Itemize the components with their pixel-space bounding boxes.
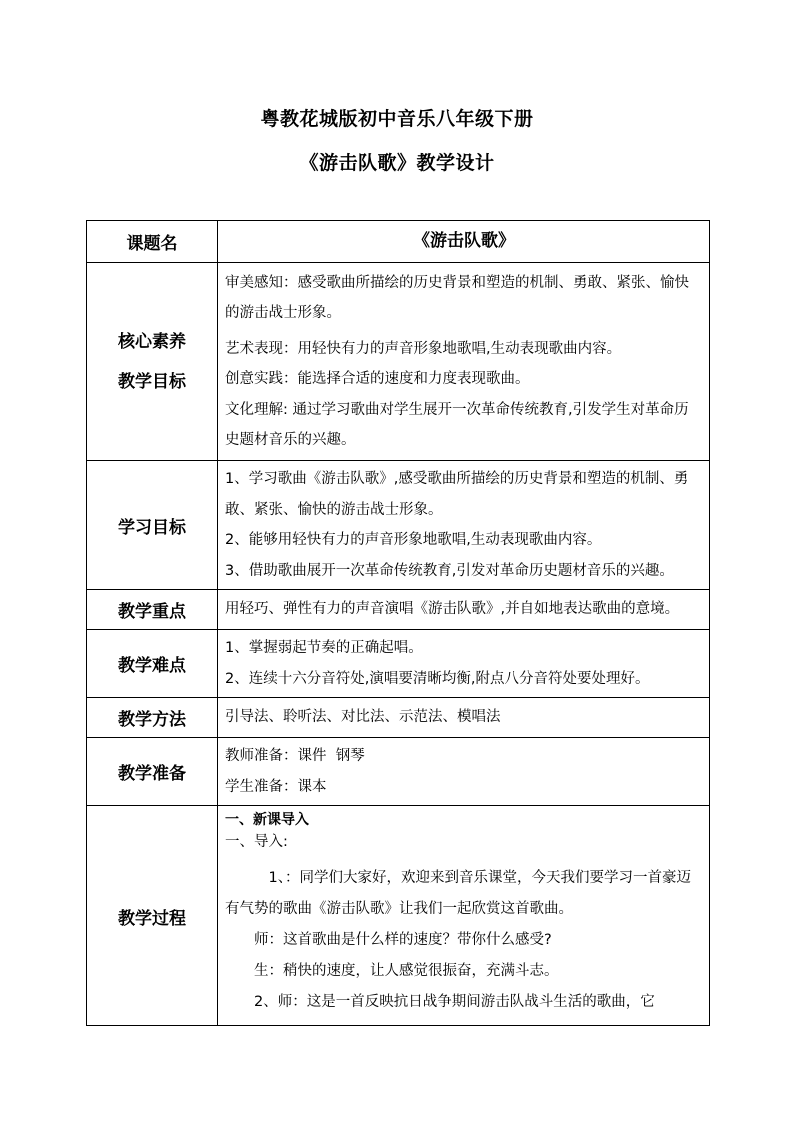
- goal-item-2: 2、能够用轻快有力的声音形象地歌唱,生动表现歌曲内容。: [225, 532, 602, 548]
- core-item-creative: 创意实践：能选择合适的速度和力度表现歌曲。: [225, 371, 530, 387]
- goals-content: [218, 461, 710, 590]
- table-row-method: [87, 698, 710, 738]
- key-value: 用轻巧、弹性有力的声音演唱《游击队歌》,并自如地表达歌曲的意境。: [218, 590, 710, 630]
- core-label: [87, 263, 218, 461]
- core-label-line1: 核心素养: [118, 331, 186, 352]
- goal-item-3: 3、借助歌曲展开一次革命传统教育,引发对革命历史题材音乐的兴趣。: [225, 562, 674, 579]
- core-content: [218, 263, 710, 461]
- process-paragraph-1: 1、：同学们大家好，欢迎来到音乐课堂，今天我们要学习一首豪迈有气势的歌曲《游击队歌》让我们一起欣赏这首歌曲。: [225, 870, 691, 917]
- lesson-plan-table: [86, 220, 710, 1026]
- table-row-core: [87, 263, 710, 461]
- key-label: 教学重点: [87, 590, 218, 630]
- process-label: 教学过程: [87, 806, 218, 1026]
- topic-label: 课题名: [87, 221, 218, 263]
- table-row-difficulty: [87, 630, 710, 698]
- core-label-line2: 教学目标: [118, 371, 186, 392]
- table-row-topic: [87, 221, 710, 263]
- process-subheading: 一、导入:: [225, 834, 288, 850]
- prep-teacher: 教师准备：课件 钢琴: [225, 748, 365, 764]
- process-heading: 一、新课导入: [225, 812, 309, 828]
- process-paragraph-2: 师：这首歌曲是什么样的速度？带你什么感受?: [254, 932, 552, 948]
- difficulty-item-2: 2、连续十六分音符处,演唱要清晰均衡,附点八分音符处要处理好。: [225, 670, 650, 687]
- prep-label: 教学准备: [87, 738, 218, 806]
- table-row-process: [87, 806, 710, 1026]
- table-row-prep: [87, 738, 710, 806]
- prep-content: [218, 738, 710, 806]
- topic-value: 《游击队歌》: [218, 221, 710, 263]
- prep-student: 学生准备：课本: [225, 778, 327, 795]
- document-subtitle: 《游击队歌》教学设计: [299, 152, 495, 174]
- method-label: 教学方法: [87, 698, 218, 738]
- process-paragraph-4: 2、师：这是一首反映抗日战争期间游击队战斗生活的歌曲，它: [254, 994, 655, 1010]
- core-item-art: 艺术表现：用轻快有力的声音形象地歌唱,生动表现歌曲内容。: [225, 340, 622, 357]
- process-paragraph-3: 生：稍快的速度，让人感觉很振奋，充满斗志。: [254, 963, 559, 979]
- difficulty-item-1: 1、掌握弱起节奏的正确起唱。: [225, 640, 423, 656]
- document-title: 粤教花城版初中音乐八年级下册: [260, 108, 534, 130]
- process-content: [218, 806, 710, 1026]
- table-row-goals: [87, 461, 710, 590]
- difficulty-content: [218, 630, 710, 698]
- goal-item-1: 1、学习歌曲《游击队歌》,感受歌曲所描绘的历史背景和塑造的机制、勇敢、紧张、愉快的游击战士形象。: [225, 471, 689, 518]
- table-row-key: [87, 590, 710, 630]
- core-item-aesthetic: 审美感知：感受歌曲所描绘的历史背景和塑造的机制、勇敢、紧张、愉快的游击战士形象。: [225, 274, 689, 321]
- method-value: 引导法、聆听法、对比法、示范法、模唱法: [218, 698, 710, 738]
- difficulty-label: 教学难点: [87, 630, 218, 698]
- goals-label: 学习目标: [87, 461, 218, 590]
- core-item-culture: 文化理解: 通过学习歌曲对学生展开一次革命传统教育,引发学生对革命历史题材音乐的兴趣。: [225, 401, 689, 448]
